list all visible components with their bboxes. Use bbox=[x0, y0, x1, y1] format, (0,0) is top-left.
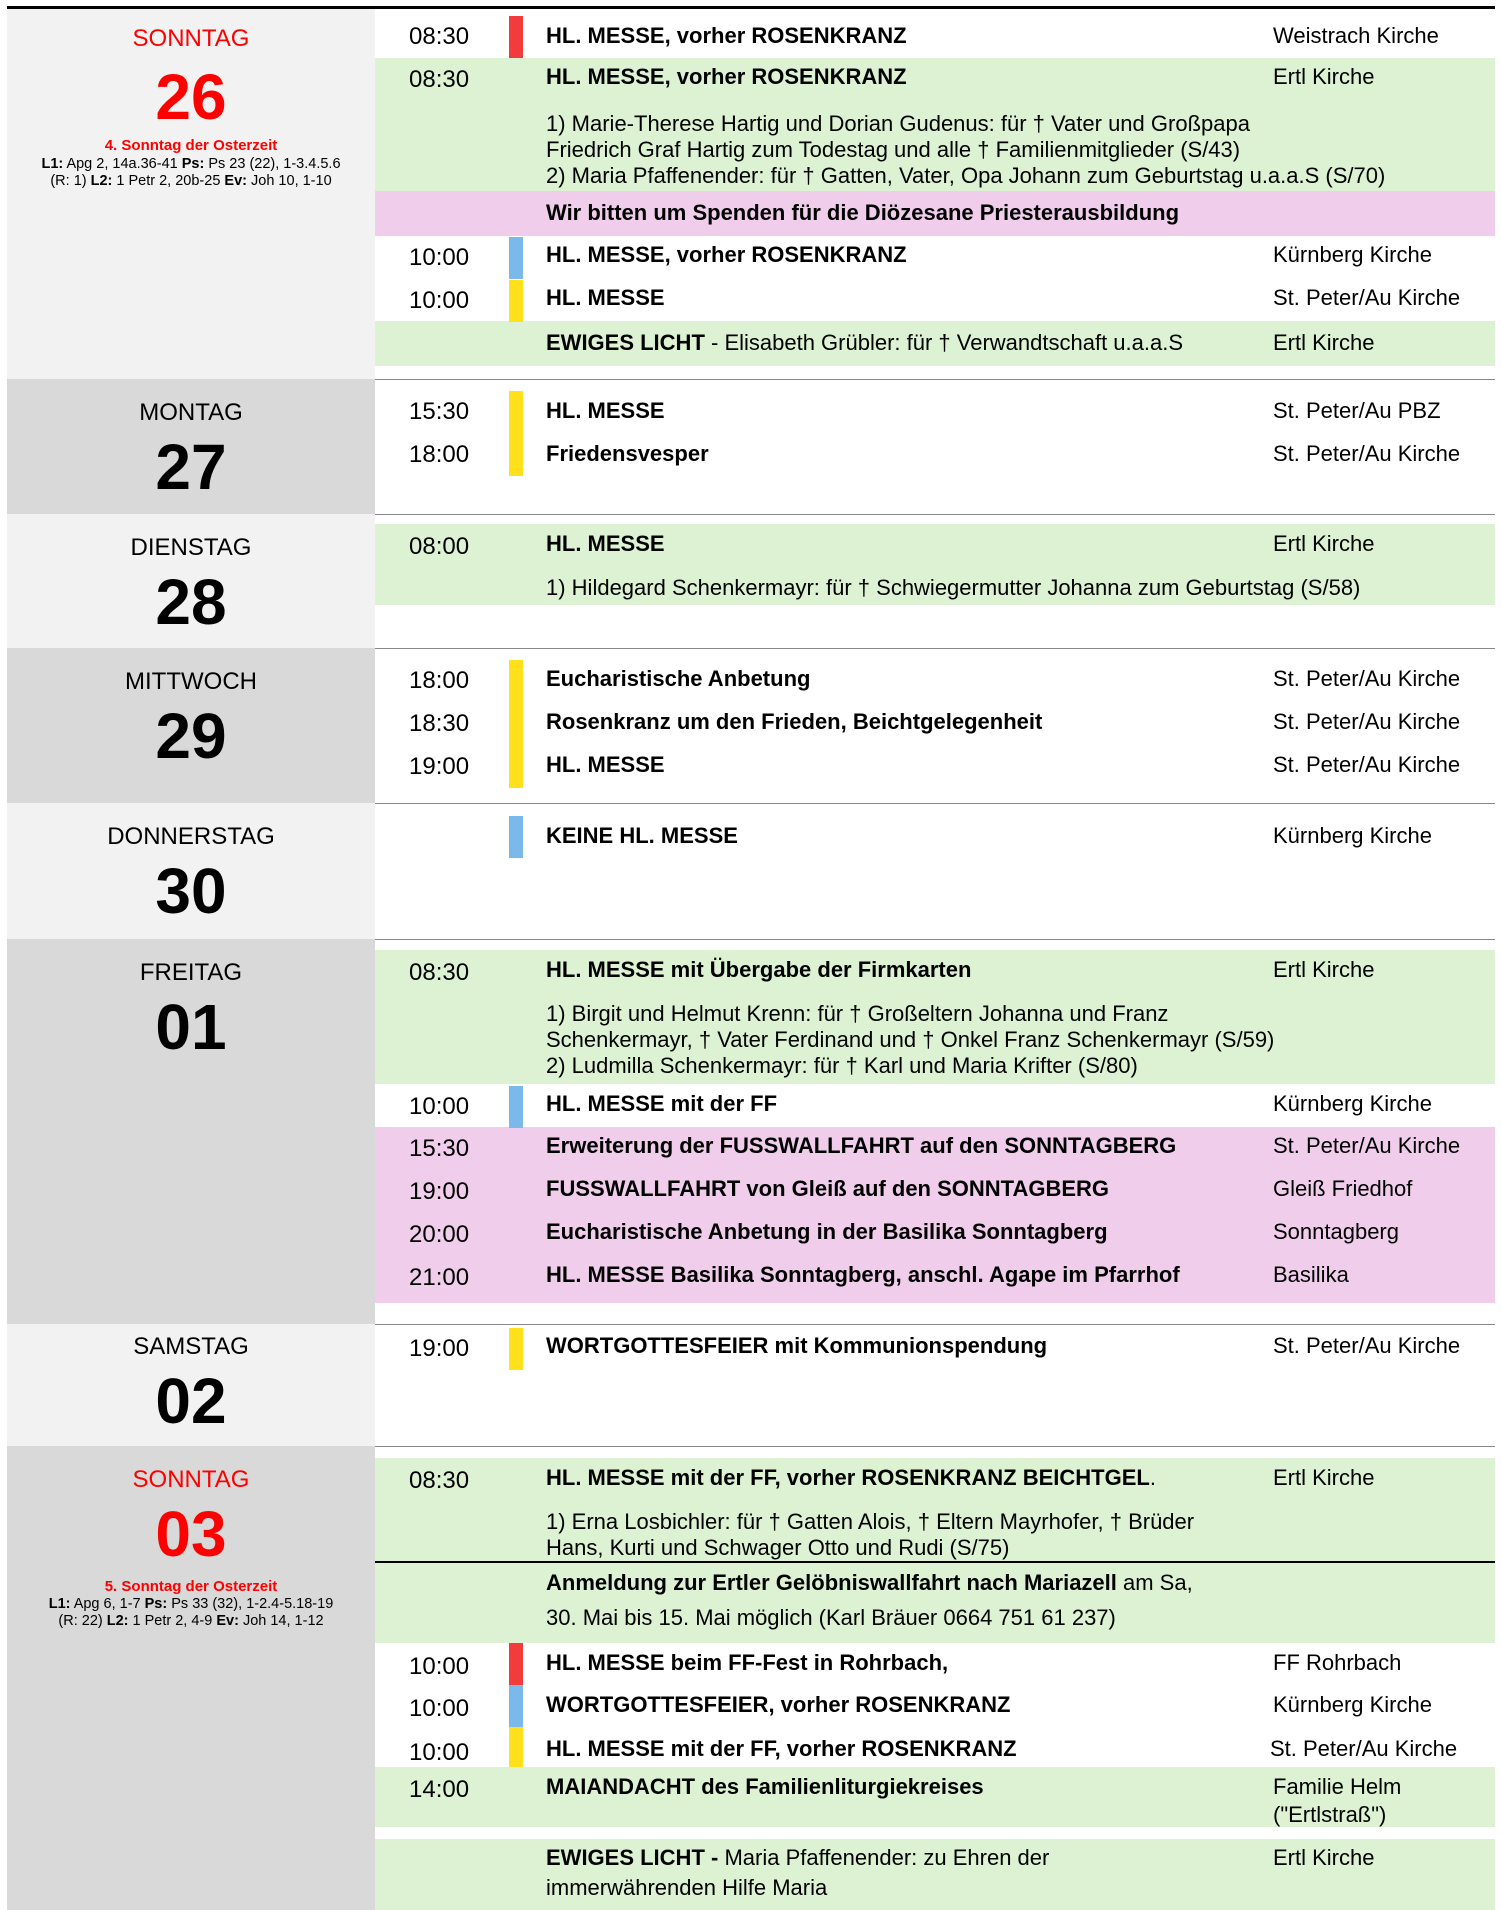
event-title: WORTGOTTESFEIER mit Kommunionspendung bbox=[546, 1333, 1048, 1358]
event-location: Basilika bbox=[1273, 1262, 1349, 1287]
event-title: HL. MESSE bbox=[546, 531, 665, 556]
day-number: 28 bbox=[155, 566, 227, 638]
event-title: Wir bitten um Spenden für die Diözesane Priesterausbildung bbox=[546, 200, 1180, 225]
event-location: Ertl Kirche bbox=[1273, 330, 1375, 355]
event-title: Erweiterung der FUSSWALLFAHRT auf den SONNTAGBERG bbox=[546, 1133, 1177, 1158]
day-name: MONTAG bbox=[139, 399, 243, 426]
event-location: St. Peter/Au Kirche bbox=[1273, 1133, 1461, 1158]
event-row bbox=[375, 1325, 1495, 1368]
day-separator bbox=[375, 648, 1495, 649]
day-number: 30 bbox=[155, 855, 227, 927]
event-time: 19:00 bbox=[409, 1335, 470, 1362]
event-row bbox=[375, 1643, 1495, 1686]
readings: L1: Apg 6, 1-7 Ps: Ps 33 (32), 1-2.4-5.18-19 (R: 22) L2: 1 Petr 2, 4-9 Ev: Joh 14, 1-12 bbox=[48, 1596, 334, 1629]
sunday-title: 4. Sonntag der Osterzeit bbox=[104, 137, 278, 154]
community-marker bbox=[509, 745, 523, 788]
day-number: 01 bbox=[155, 991, 227, 1063]
event-title: HL. MESSE bbox=[546, 285, 665, 310]
event-location: Ertl Kirche bbox=[1273, 1845, 1375, 1870]
event-location: Ertl Kirche bbox=[1273, 64, 1375, 89]
mass-intention: 1) Hildegard Schenkermayr: für † Schwiegermutter Johanna zum Geburtstag (S/58) bbox=[546, 575, 1361, 600]
event-location-note: ("Ertlstraß") bbox=[1273, 1802, 1387, 1827]
event-time: 21:00 bbox=[409, 1264, 470, 1291]
event-row bbox=[375, 1685, 1495, 1728]
event-title: HL. MESSE mit Übergabe der Firmkarten bbox=[546, 957, 972, 982]
event-row bbox=[375, 433, 1495, 476]
event-title: Eucharistische Anbetung bbox=[546, 666, 811, 691]
event-time: 15:30 bbox=[409, 398, 470, 425]
community-marker bbox=[509, 1086, 523, 1128]
event-location: Sonntagberg bbox=[1273, 1219, 1399, 1244]
mass-intention: Hans, Kurti und Schwager Otto und Rudi (S/75) bbox=[546, 1535, 1010, 1560]
event-title: EWIGES LICHT - Maria Pfaffenender: zu Ehren der bbox=[546, 1845, 1050, 1870]
event-location: Kürnberg Kirche bbox=[1273, 242, 1432, 267]
event-location: Kürnberg Kirche bbox=[1273, 823, 1432, 848]
event-detail: immerwährenden Hilfe Maria bbox=[546, 1875, 828, 1900]
event-title: HL. MESSE beim FF-Fest in Rohrbach, bbox=[546, 1650, 949, 1675]
community-marker bbox=[509, 280, 523, 322]
event-row bbox=[375, 236, 1495, 279]
event-row bbox=[375, 659, 1495, 702]
event-row bbox=[375, 191, 1495, 234]
day-separator bbox=[375, 1446, 1495, 1447]
day-block-29 bbox=[7, 648, 375, 803]
day-number: 02 bbox=[155, 1365, 227, 1437]
event-time: 10:00 bbox=[409, 1739, 470, 1766]
event-time: 10:00 bbox=[409, 287, 470, 314]
community-marker bbox=[509, 391, 523, 434]
mass-intention: 2) Maria Pfaffenender: für † Gatten, Vater, Opa Johann zum Geburtstag u.a.a.S (S/70) bbox=[546, 163, 1386, 188]
event-title: HL. MESSE mit der FF, vorher ROSENKRANZ BEICHTGEL. bbox=[546, 1465, 1156, 1490]
day-separator bbox=[375, 379, 1495, 380]
event-title: HL. MESSE, vorher ROSENKRANZ bbox=[546, 23, 907, 48]
event-location: FF Rohrbach bbox=[1273, 1650, 1402, 1675]
event-time: 08:00 bbox=[409, 533, 470, 560]
mass-intention: Friedrich Graf Hartig zum Todestag und alle † Familienmitglieder (S/43) bbox=[546, 137, 1241, 162]
event-row bbox=[375, 15, 1495, 58]
event-row bbox=[375, 1727, 1495, 1770]
event-time: 18:00 bbox=[409, 441, 470, 468]
event-row bbox=[375, 1170, 1495, 1213]
event-row bbox=[375, 1563, 1495, 1606]
day-block-01 bbox=[7, 939, 375, 1324]
day-block-26 bbox=[7, 9, 375, 379]
event-location: Kürnberg Kirche bbox=[1273, 1692, 1432, 1717]
event-time: 10:00 bbox=[409, 1653, 470, 1680]
event-location: Ertl Kirche bbox=[1273, 1465, 1375, 1490]
event-time: 10:00 bbox=[409, 1695, 470, 1722]
event-time: 10:00 bbox=[409, 244, 470, 271]
day-separator bbox=[375, 939, 1495, 940]
event-time: 19:00 bbox=[409, 1178, 470, 1205]
event-row bbox=[375, 745, 1495, 788]
community-marker bbox=[509, 1643, 523, 1685]
community-marker bbox=[509, 16, 523, 58]
event-location: St. Peter/Au Kirche bbox=[1273, 285, 1461, 310]
event-location: St. Peter/Au Kirche bbox=[1273, 709, 1461, 734]
event-title: Eucharistische Anbetung in der Basilika Sonntagberg bbox=[546, 1219, 1108, 1244]
event-title: Anmeldung zur Ertler Gelöbniswallfahrt nach Mariazell am Sa, bbox=[546, 1570, 1193, 1595]
event-time: 08:30 bbox=[409, 23, 470, 50]
day-name: DIENSTAG bbox=[130, 534, 252, 561]
event-location: Gleiß Friedhof bbox=[1273, 1176, 1413, 1201]
community-marker bbox=[509, 433, 523, 476]
event-row bbox=[375, 524, 1495, 567]
event-title: EWIGES LICHT - Elisabeth Grübler: für † Verwandtschaft u.a.a.S bbox=[546, 330, 1184, 355]
event-title: HL. MESSE, vorher ROSENKRANZ bbox=[546, 64, 907, 89]
event-title: KEINE HL. MESSE bbox=[546, 823, 738, 848]
event-row bbox=[375, 1085, 1495, 1128]
event-row bbox=[375, 950, 1495, 993]
day-number: 29 bbox=[155, 700, 227, 772]
day-block-02 bbox=[7, 1324, 375, 1446]
day-number: 03 bbox=[155, 1498, 227, 1570]
day-block-30 bbox=[7, 803, 375, 939]
event-row bbox=[375, 1458, 1495, 1501]
event-row bbox=[375, 390, 1495, 433]
readings: L1: Apg 2, 14a.36-41 Ps: Ps 23 (22), 1-3.4.5.6 (R: 1) L2: 1 Petr 2, 20b-25 Ev: Joh 10, 1-10 bbox=[41, 156, 341, 189]
day-separator bbox=[375, 803, 1495, 804]
community-marker bbox=[509, 702, 523, 745]
day-block-28 bbox=[7, 514, 375, 648]
event-title: HL. MESSE mit der FF bbox=[546, 1091, 778, 1116]
mass-intention: 1) Erna Losbichler: für † Gatten Alois, † Eltern Mayrhofer, † Brüder bbox=[546, 1509, 1195, 1534]
day-separator bbox=[375, 514, 1495, 515]
event-title: HL. MESSE bbox=[546, 752, 665, 777]
event-row bbox=[375, 279, 1495, 322]
day-name: SONNTAG bbox=[132, 25, 250, 52]
event-row bbox=[375, 1839, 1495, 1882]
event-location: Familie Helm bbox=[1273, 1774, 1402, 1799]
event-time: 19:00 bbox=[409, 753, 470, 780]
day-name: DONNERSTAG bbox=[107, 823, 275, 850]
event-title: HL. MESSE, vorher ROSENKRANZ bbox=[546, 242, 907, 267]
day-number: 26 bbox=[155, 61, 227, 133]
event-location: St. Peter/Au Kirche bbox=[1273, 441, 1461, 466]
event-row bbox=[375, 1127, 1495, 1170]
day-name: SAMSTAG bbox=[133, 1333, 249, 1360]
event-location: St. Peter/Au Kirche bbox=[1270, 1736, 1458, 1761]
event-row bbox=[375, 58, 1495, 101]
event-row bbox=[375, 1256, 1495, 1299]
mass-intention: 2) Ludmilla Schenkermayr: für † Karl und Maria Krifter (S/80) bbox=[546, 1053, 1138, 1078]
event-row bbox=[375, 321, 1495, 364]
mass-intention: 1) Marie-Therese Hartig und Dorian Gudenus: für † Vater und Großpapa bbox=[546, 111, 1250, 136]
event-row bbox=[375, 1213, 1495, 1256]
mass-intention: 1) Birgit und Helmut Krenn: für † Großeltern Johanna und Franz bbox=[546, 1001, 1169, 1026]
event-time: 15:30 bbox=[409, 1135, 470, 1162]
event-location: St. Peter/Au Kirche bbox=[1273, 666, 1461, 691]
day-block-27 bbox=[7, 379, 375, 514]
day-name: FREITAG bbox=[139, 959, 243, 986]
mass-intention: Schenkermayr, † Vater Ferdinand und † Onkel Franz Schenkermayr (S/59) bbox=[546, 1027, 1275, 1052]
event-time: 20:00 bbox=[409, 1221, 470, 1248]
community-marker bbox=[509, 1328, 523, 1370]
event-title: Friedensvesper bbox=[546, 441, 709, 466]
event-time: 18:00 bbox=[409, 667, 470, 694]
community-marker bbox=[509, 660, 523, 703]
event-time: 08:30 bbox=[409, 1467, 470, 1494]
event-location: Weistrach Kirche bbox=[1273, 23, 1439, 48]
event-location: Kürnberg Kirche bbox=[1273, 1091, 1432, 1116]
event-title: HL. MESSE mit der FF, vorher ROSENKRANZ bbox=[546, 1736, 1017, 1761]
event-detail: 30. Mai bis 15. Mai möglich (Karl Bräuer 0664 751 61 237) bbox=[546, 1605, 1116, 1630]
event-location: Ertl Kirche bbox=[1273, 957, 1375, 982]
event-title: WORTGOTTESFEIER, vorher ROSENKRANZ bbox=[546, 1692, 1011, 1717]
sunday-title: 5. Sonntag der Osterzeit bbox=[104, 1578, 278, 1595]
community-marker bbox=[509, 237, 523, 279]
event-time: 08:30 bbox=[409, 66, 470, 93]
event-location: St. Peter/Au Kirche bbox=[1273, 1333, 1461, 1358]
event-title: Rosenkranz um den Frieden, Beichtgelegenheit bbox=[546, 709, 1043, 734]
day-block-03 bbox=[7, 1446, 375, 1910]
event-title: HL. MESSE Basilika Sonntagberg, anschl. Agape im Pfarrhof bbox=[546, 1262, 1180, 1287]
event-row bbox=[375, 702, 1495, 745]
event-title: HL. MESSE bbox=[546, 398, 665, 423]
event-time: 08:30 bbox=[409, 959, 470, 986]
event-time: 10:00 bbox=[409, 1093, 470, 1120]
event-time: 18:30 bbox=[409, 710, 470, 737]
day-name: MITTWOCH bbox=[125, 668, 257, 695]
community-marker bbox=[509, 1685, 523, 1727]
event-title: FUSSWALLFAHRT von Gleiß auf den SONNTAGBERG bbox=[546, 1176, 1110, 1201]
day-name: SONNTAG bbox=[132, 1466, 250, 1493]
event-location: St. Peter/Au PBZ bbox=[1273, 398, 1441, 423]
community-marker bbox=[509, 816, 523, 858]
day-number: 27 bbox=[155, 431, 227, 503]
event-time: 14:00 bbox=[409, 1776, 470, 1803]
event-location: Ertl Kirche bbox=[1273, 531, 1375, 556]
event-title: MAIANDACHT des Familienliturgiekreises bbox=[546, 1774, 984, 1799]
community-marker bbox=[509, 1727, 523, 1767]
event-location: St. Peter/Au Kirche bbox=[1273, 752, 1461, 777]
event-row bbox=[375, 815, 1495, 858]
